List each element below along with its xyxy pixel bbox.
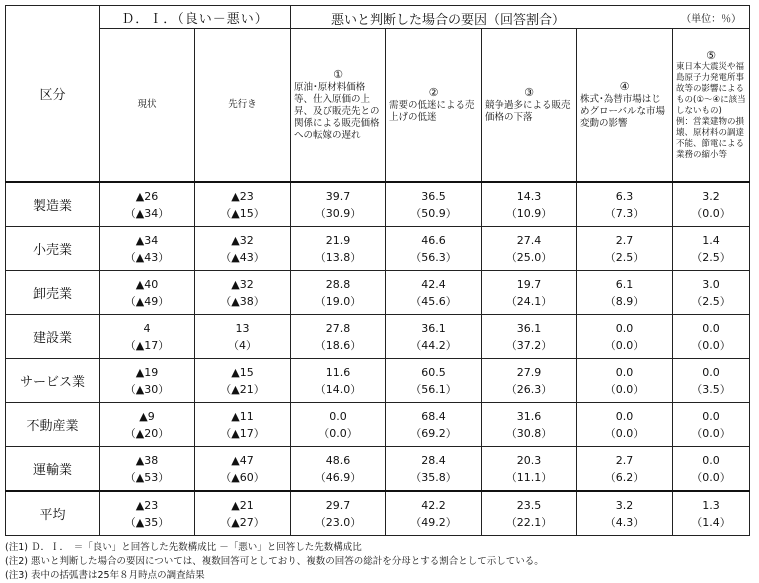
row-label: 平均	[6, 491, 100, 536]
cause-cell-4: 0.0 （0.0）	[577, 315, 673, 359]
cause-cell-2: 36.1 （44.2）	[386, 315, 482, 359]
cause-cell-3: 23.5 （22.1）	[482, 491, 577, 536]
cause-cell-5: 0.0 （0.0）	[673, 403, 750, 447]
row-label: 運輸業	[6, 447, 100, 492]
footnote-3: (注3) 表中の括弧書は25年８月時点の調査結果	[5, 570, 205, 581]
kubun-header: 区分	[6, 6, 100, 183]
row-label: 建設業	[6, 315, 100, 359]
business-survey-table	[5, 5, 750, 536]
cause-cell-5: 1.3 （1.4）	[673, 491, 750, 536]
cause-cell-2: 68.4 （69.2）	[386, 403, 482, 447]
table-row	[6, 359, 750, 403]
cause-cell-3: 14.3 （10.9）	[482, 182, 577, 227]
di-outlook-cell: ▲23 （▲15）	[195, 182, 291, 227]
cause-cell-2: 28.4 （35.8）	[386, 447, 482, 492]
cause-header-3: ③ 競争過多による販売価格の下落	[482, 29, 577, 183]
di-current-cell: ▲34 （▲43）	[100, 227, 195, 271]
cause-cell-2: 36.5 （50.9）	[386, 182, 482, 227]
cause-cell-3: 19.7 （24.1）	[482, 271, 577, 315]
causes-title: 悪いと判断した場合の要因（回答割合）	[331, 13, 566, 28]
di-header: Ｄ．Ｉ．（良い－悪い）	[100, 6, 291, 29]
current-header: 現状	[100, 29, 195, 183]
cause-header-1: ① 原油･原材料価格等、仕入原価の上昇、及び販売先との関係による販売価格への転嫁の遅れ	[291, 29, 386, 183]
cause-cell-3: 36.1 （37.2）	[482, 315, 577, 359]
table-row	[6, 491, 750, 536]
cause-cell-4: 6.3 （7.3）	[577, 182, 673, 227]
cause-cell-1: 27.8 （18.6）	[291, 315, 386, 359]
table-row	[6, 447, 750, 492]
cause-cell-1: 28.8 （19.0）	[291, 271, 386, 315]
cause-cell-5: 0.0 （0.0）	[673, 315, 750, 359]
di-current-cell: ▲38 （▲53）	[100, 447, 195, 492]
di-current-cell: ▲26 （▲34）	[100, 182, 195, 227]
di-current-cell: ▲23 （▲35）	[100, 491, 195, 536]
table-body	[6, 182, 750, 536]
cause-cell-5: 0.0 （3.5）	[673, 359, 750, 403]
table-row	[6, 315, 750, 359]
cause-cell-4: 0.0 （0.0）	[577, 359, 673, 403]
cause-cell-1: 29.7 （23.0）	[291, 491, 386, 536]
cause-cell-5: 0.0 （0.0）	[673, 447, 750, 492]
causes-header	[291, 6, 750, 29]
cause-cell-1: 11.6 （14.0）	[291, 359, 386, 403]
cause-cell-2: 42.4 （45.6）	[386, 271, 482, 315]
table-row	[6, 271, 750, 315]
footnote-1: (注1) Ｄ．Ｉ． ＝「良い」と回答した先数構成比 －「悪い」と回答した先数構成比	[5, 542, 362, 553]
row-label: 小売業	[6, 227, 100, 271]
cause-cell-3: 27.9 （26.3）	[482, 359, 577, 403]
di-current-cell: 4 （▲17）	[100, 315, 195, 359]
cause-cell-2: 60.5 （56.1）	[386, 359, 482, 403]
cause-cell-1: 0.0 （0.0）	[291, 403, 386, 447]
di-outlook-cell: ▲32 （▲38）	[195, 271, 291, 315]
cause-cell-4: 2.7 （2.5）	[577, 227, 673, 271]
di-outlook-cell: ▲32 （▲43）	[195, 227, 291, 271]
table-row	[6, 403, 750, 447]
row-label: 製造業	[6, 182, 100, 227]
cause-cell-3: 27.4 （25.0）	[482, 227, 577, 271]
cause-header-5: ⑤ 東日本大震災や福島原子力発電所事故等の影響によるもの(①～④に該当しないもの) 例：営業建物の損壊、原材料の調達不能、節電による業務の縮小等	[673, 29, 750, 183]
cause-cell-3: 20.3 （11.1）	[482, 447, 577, 492]
footnote-2: (注2) 悪いと判断した場合の要因については、複数回答可としており、複数の回答の総計を分母とする割合として示している。	[5, 556, 544, 567]
di-outlook-cell: 13 （4）	[195, 315, 291, 359]
cause-cell-5: 3.0 （2.5）	[673, 271, 750, 315]
cause-cell-4: 3.2 （4.3）	[577, 491, 673, 536]
cause-cell-3: 31.6 （30.8）	[482, 403, 577, 447]
outlook-header: 先行き	[195, 29, 291, 183]
cause-header-2: ② 需要の低迷による売上げの低迷	[386, 29, 482, 183]
di-outlook-cell: ▲11 （▲17）	[195, 403, 291, 447]
footnotes	[5, 541, 755, 583]
cause-cell-5: 1.4 （2.5）	[673, 227, 750, 271]
cause-cell-4: 6.1 （8.9）	[577, 271, 673, 315]
row-label: 不動産業	[6, 403, 100, 447]
di-outlook-cell: ▲47 （▲60）	[195, 447, 291, 492]
table-row	[6, 227, 750, 271]
di-current-cell: ▲40 （▲49）	[100, 271, 195, 315]
cause-cell-4: 0.0 （0.0）	[577, 403, 673, 447]
row-label: サービス業	[6, 359, 100, 403]
cause-cell-1: 21.9 （13.8）	[291, 227, 386, 271]
di-outlook-cell: ▲21 （▲27）	[195, 491, 291, 536]
cause-cell-4: 2.7 （6.2）	[577, 447, 673, 492]
cause-cell-1: 48.6 （46.9）	[291, 447, 386, 492]
cause-cell-1: 39.7 （30.9）	[291, 182, 386, 227]
cause-cell-2: 42.2 （49.2）	[386, 491, 482, 536]
di-outlook-cell: ▲15 （▲21）	[195, 359, 291, 403]
di-current-cell: ▲19 （▲30）	[100, 359, 195, 403]
table-row	[6, 182, 750, 227]
report-table-container	[5, 5, 755, 583]
cause-header-4: ④ 株式･為替市場はじめグローバルな市場変動の影響	[577, 29, 673, 183]
cause-cell-5: 3.2 （0.0）	[673, 182, 750, 227]
di-current-cell: ▲9 （▲20）	[100, 403, 195, 447]
unit-label: （単位：％）	[681, 14, 742, 25]
cause-cell-2: 46.6 （56.3）	[386, 227, 482, 271]
row-label: 卸売業	[6, 271, 100, 315]
